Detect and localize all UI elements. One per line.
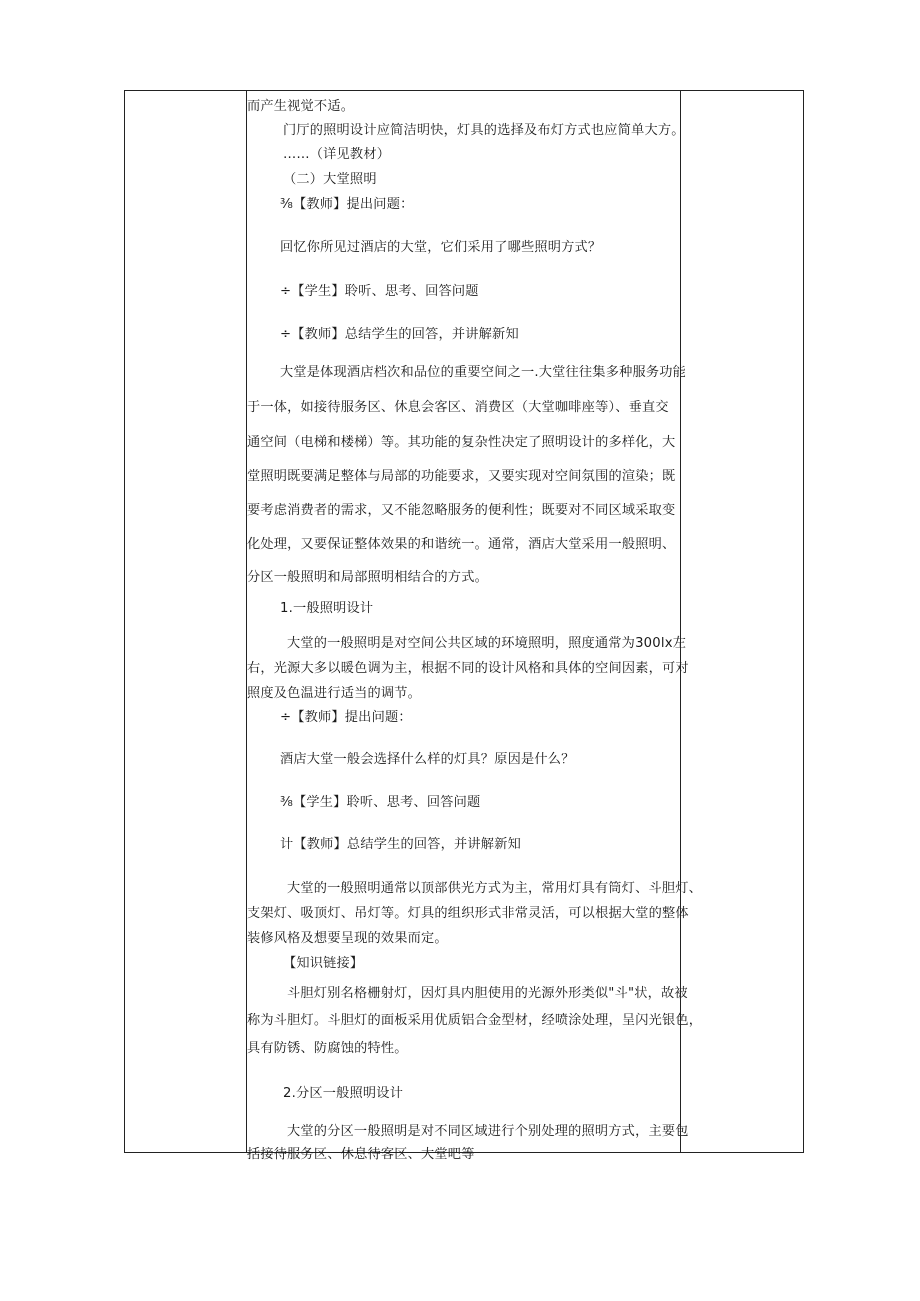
text-line: （二）大堂照明 — [283, 172, 377, 187]
text-line: 支架灯、吸顶灯、吊灯等。灯具的组织形式非常灵活，可以根据大堂的整体 — [247, 906, 689, 921]
text-line: ÷【学生】聆听、思考、回答问题 — [280, 284, 479, 299]
text-line: 要考虑消费者的需求，又不能忽略服务的便利性；既要对不同区域采取变 — [247, 503, 676, 518]
table-content-column — [247, 91, 703, 1162]
text-line: 酒店大堂一般会选择什么样的灯具？原因是什么？ — [280, 752, 575, 767]
text-line: 2.分区一般照明设计 — [283, 1086, 404, 1101]
text-line: 具有防锈、防腐蚀的特性。 — [247, 1041, 408, 1056]
text-line: 大堂是体现酒店档次和品位的重要空间之一.大堂往往集多种服务功能 — [280, 365, 687, 380]
text-line: 大堂的一般照明是对空间公共区域的环境照明，照度通常为300lx左 — [287, 636, 687, 651]
text-line: 化处理，又要保证整体效果的和谐统一。通常，酒店大堂采用一般照明、 — [247, 537, 676, 552]
text-line: 堂照明既要满足整体与局部的功能要求，又要实现对空间氛围的渲染；既 — [247, 469, 676, 484]
text-line: ÷【教师】提出问题： — [280, 710, 412, 725]
text-line: 【知识链接】 — [283, 956, 364, 971]
text-line: 门厅的照明设计应简洁明快，灯具的选择及布灯方式也应简单大方。 — [283, 123, 685, 138]
text-line: 于一体，如接待服务区、休息会客区、消费区（大堂咖啡座等）、垂直交 — [247, 400, 669, 415]
text-line: 计【教师】总结学生的回答，并讲解新知 — [280, 837, 521, 852]
text-line: ⅜【学生】聆听、思考、回答问题 — [280, 795, 481, 810]
text-line: 通空间（电梯和楼梯）等。其功能的复杂性决定了照明设计的多样化，大 — [247, 435, 676, 450]
text-line: 回忆你所见过酒店的大堂，它们采用了哪些照明方式？ — [280, 240, 602, 255]
lesson-table — [124, 90, 804, 1162]
text-line: 称为斗胆灯。斗胆灯的面板采用优质铝合金型材，经喷涂处理，呈闪光银色， — [247, 1013, 703, 1028]
text-line: 而产生视觉不适。 — [247, 99, 355, 114]
text-line: 照度及色温进行适当的调节。 — [247, 686, 422, 701]
text-line: 大堂的分区一般照明是对不同区域进行个别处理的照明方式，主要包 — [287, 1124, 689, 1139]
table-right-column — [680, 91, 803, 1152]
table-left-column — [125, 91, 247, 1152]
text-line: 斗胆灯别名格栅射灯，因灯具内胆使用的光源外形类似"斗"状，故被 — [287, 986, 688, 1001]
text-line: 右，光源大多以暖色调为主，根据不同的设计风格和具体的空间因素，可对 — [247, 661, 689, 676]
text-line: 分区一般照明和局部照明相结合的方式。 — [247, 570, 488, 585]
text-line: 装修风格及想要呈现的效果而定。 — [247, 931, 448, 946]
text-line: 1.一般照明设计 — [280, 601, 374, 616]
text-line: 大堂的一般照明通常以顶部供光方式为主，常用灯具有筒灯、斗胆灯、 — [287, 881, 703, 896]
text-line: ……（详见教材） — [283, 147, 391, 162]
text-line: ÷【教师】总结学生的回答，并讲解新知 — [280, 327, 519, 342]
text-line: 括接待服务区、休息待客区、大堂吧等 — [247, 1147, 475, 1162]
text-line: ⅜【教师】提出问题： — [280, 197, 414, 212]
